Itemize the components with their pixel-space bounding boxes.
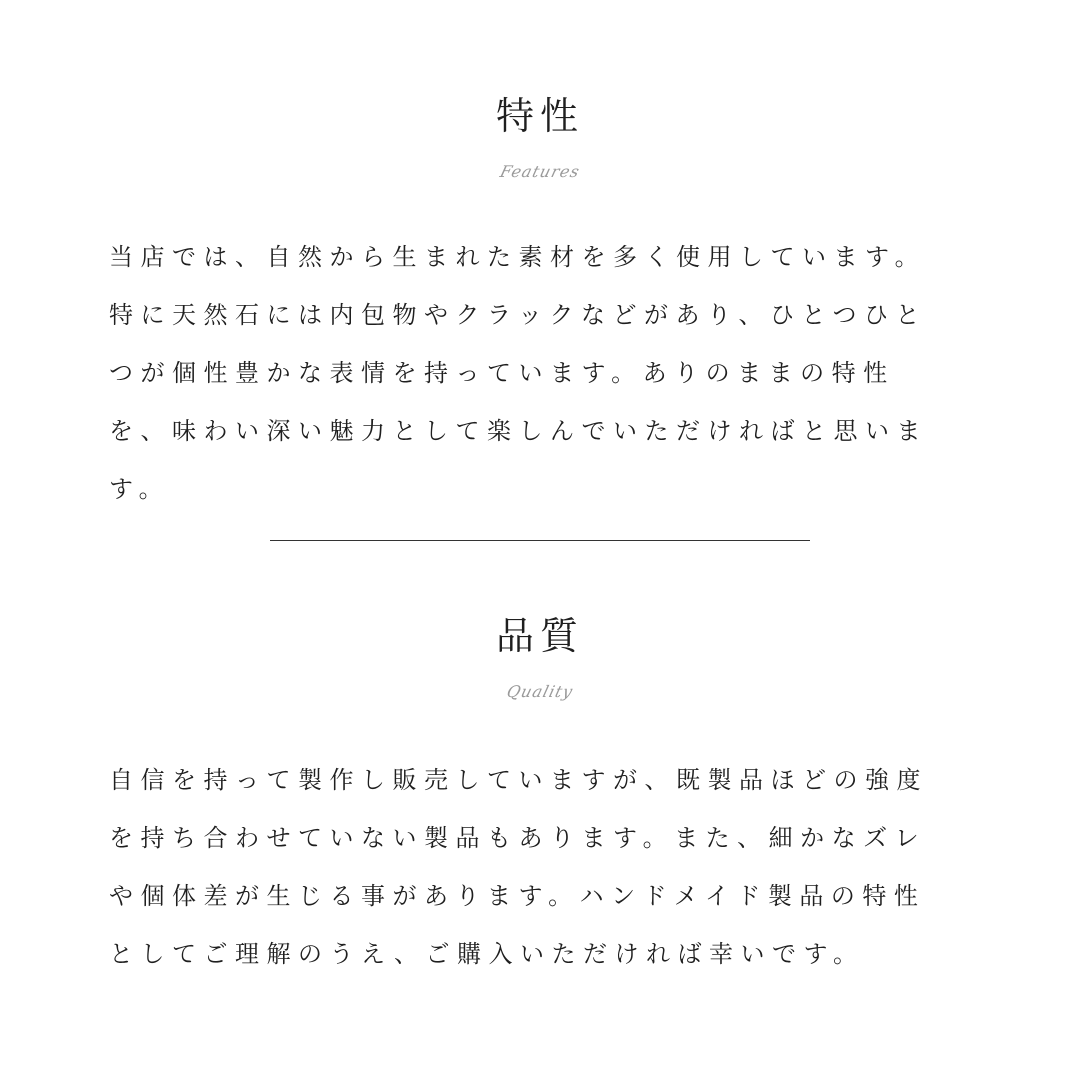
section-divider — [270, 540, 810, 541]
features-subtitle: Features — [498, 162, 583, 181]
quality-title: 品質 — [495, 614, 584, 658]
quality-section — [0, 610, 1080, 968]
features-title: 特性 — [495, 94, 584, 138]
features-body: 当店では、自然から生まれた素材を多く使用しています。特に天然石には内包物やクラックなどがあり、ひとつひとつが個性豊かな表情を持っています。ありのままの特性を、味わい深い魅力として楽しんでいただければと思います。 — [109, 243, 928, 503]
quality-body: 自信を持って製作し販売していますが、既製品ほどの強度を持ち合わせていない製品もあります。また、細かなズレや個体差が生じる事があります。ハンドメイド製品の特性としてご理解のうえ、ご購入いただければ幸いです。 — [109, 766, 928, 968]
quality-subtitle: Quality — [504, 682, 576, 701]
features-section — [0, 90, 1080, 503]
